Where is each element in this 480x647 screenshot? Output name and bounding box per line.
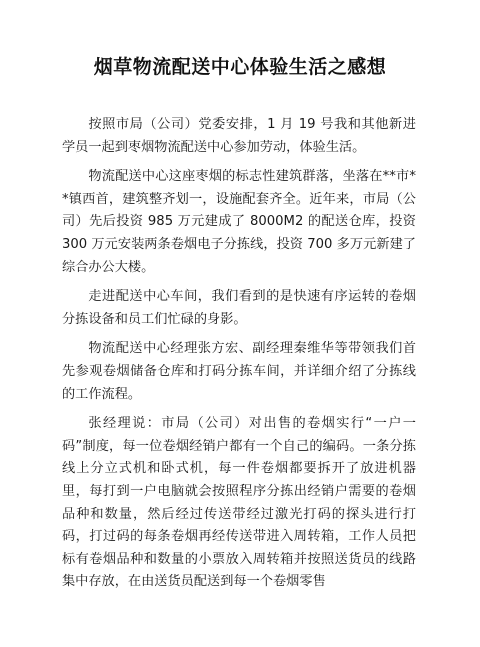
document-body — [62, 114, 416, 601]
paragraph: 物流配送中心这座枣烟的标志性建筑群落，坐落在**市**镇西首，建筑整齐划一，设施配套齐全。近年来，市局（公司）先后投资 985 万元建成了 8000M2 的配送仓库，投资 300 万元安装两条卷烟电子分拣线，投资 700 多万元新建了综合办公大楼。 — [62, 169, 416, 275]
paragraph: 按照市局（公司）党委安排，1 月 19 号我和其他新进学员一起到枣烟物流配送中心参加劳动，体验生活。 — [62, 117, 416, 155]
paragraph: 物流配送中心经理张方宏、副经理秦维华等带领我们首先参观卷烟储备仓库和打码分拣车间，并详细介绍了分拣线的工作流程。 — [62, 341, 416, 402]
paragraph: 张经理说：市局（公司）对出售的卷烟实行“一户一码”制度，每一位卷烟经销户都有一个自己的编码。一条分拣线上分立式机和卧式机，每一件卷烟都要拆开了放进机器里，每打到一户电脑就会按照程序分拣出经销户需要的卷烟品种和数量，然后经过传送带经过激光打码的探头进行打码，打过码的每条卷烟再经传送带进入周转箱，工作人员把标有卷烟品种和数量的小票放入周转箱并按照送货员的线路集中存放，在由送货员配送到每一个卷烟零售 — [62, 416, 416, 590]
document-title: 烟草物流配送中心体验生活之感想 — [93, 56, 387, 78]
paragraph: 走进配送中心车间，我们看到的是快速有序运转的卷烟分拣设备和员工们忙碌的身影。 — [62, 289, 416, 327]
